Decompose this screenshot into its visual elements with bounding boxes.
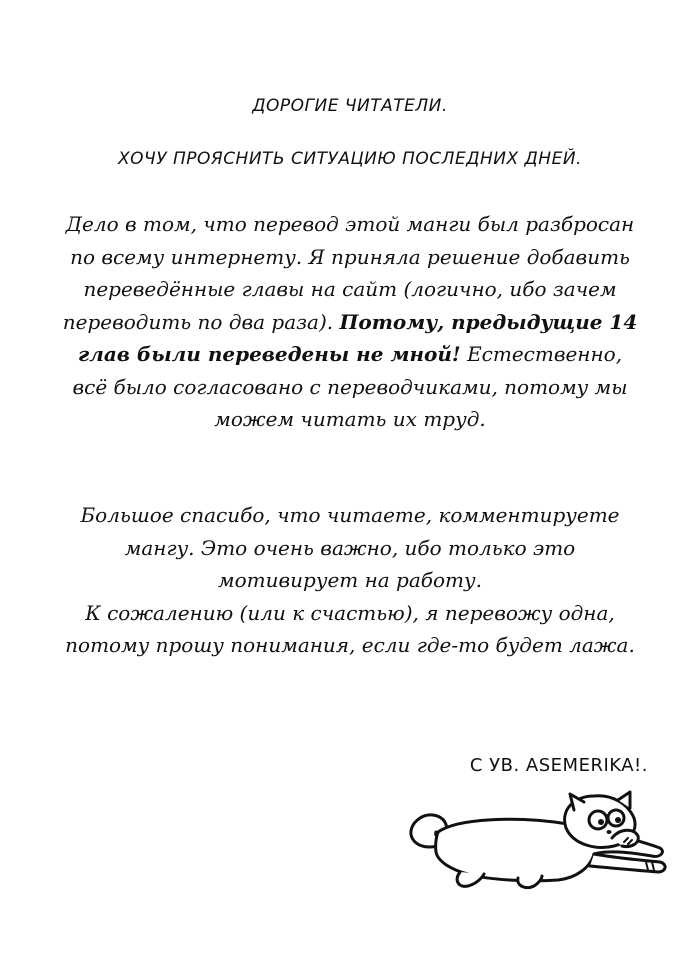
greeting-heading: ДОРОГИЕ ЧИТАТЕЛИ. (252, 96, 448, 116)
paragraph1-bold-statement: Потому, предыдущие 14 глав были переведены не мной! (77, 309, 638, 366)
paragraph1-text-a: Дело в том, что перевод этой манги был разбросан по всему интернету. Я приняла решение добавить переведённые главы на сайт (логично, ибо зачем переводить по два раза). (62, 212, 635, 334)
paragraph1-text-b: Естественно, всё было согласовано с переводчиками, потому мы можем читать их труд. (72, 342, 628, 431)
cat-lying-icon (398, 788, 670, 890)
paragraph2-text-a: Большое спасибо, что читаете, комментируете мангу. Это очень важно, ибо только это мотивирует на работу. (80, 503, 620, 592)
paragraph-thanks (60, 499, 640, 662)
intro-line: ХОЧУ ПРОЯСНИТЬ СИТУАЦИЮ ПОСЛЕДНИХ ДНЕЙ. (118, 149, 582, 169)
paragraph-translation-note (60, 208, 640, 436)
signature: С УВ. ASEMERIKA!. (469, 755, 648, 776)
paragraph2-text-b: К сожалению (или к счастью), я перевожу одна, потому прошу понимания, если где-то будет лажа. (65, 600, 635, 657)
